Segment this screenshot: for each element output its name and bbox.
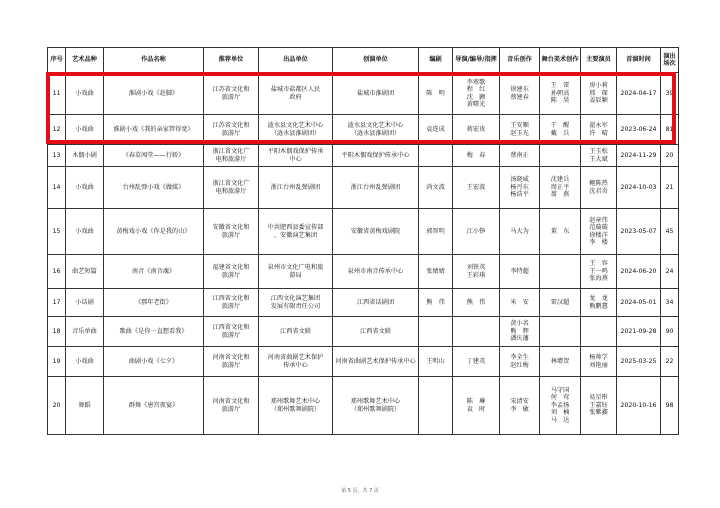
show-count-cell: 45 (661, 209, 679, 255)
column-header: 创演单位 (333, 48, 419, 73)
director-cell (453, 167, 500, 209)
producer-cell-line: 、安徽演艺集团 (273, 231, 318, 239)
stage-design-cell (540, 167, 581, 209)
writer-cell-line: 郭智明 (426, 227, 445, 235)
writer-cell (419, 347, 453, 377)
creator-cell-line: 涟水县文化艺术中心 (347, 122, 404, 130)
actors-cell (581, 377, 617, 435)
table-row (48, 209, 679, 255)
recommender-cell (204, 115, 259, 145)
actors-cell-line: 易星彤 (589, 394, 608, 402)
music-cell (500, 167, 540, 209)
director-cell-line: 黄曙光 (466, 100, 486, 108)
producer-cell-line: 河南省曲剧艺术保护 (267, 354, 324, 362)
director-cell-line: 刘铁英 (466, 264, 486, 272)
recommender-cell-line: 安徽省文化和 (212, 224, 250, 232)
creator-cell-line: 江西省话剧团 (356, 298, 395, 306)
recommender-cell (204, 209, 259, 255)
producer-cell-line: 游局 (289, 271, 302, 279)
music-cell (500, 317, 540, 347)
premiere-date-cell: 2024-05-01 (617, 289, 661, 317)
actors-cell (581, 209, 617, 255)
producer-cell (259, 73, 333, 115)
producer-cell (259, 347, 333, 377)
actors-cell-line: 王玉松 (589, 148, 608, 156)
actors-cell-line: 龙 龙 (589, 295, 608, 303)
row-number-cell: 14 (48, 167, 66, 209)
page-footer: 第 5 页，共 7 页 (341, 488, 379, 494)
premiere-date-cell: 2021-09-28 (617, 317, 661, 347)
creator-cell (333, 209, 419, 255)
recommender-cell-line: 旅游厅 (221, 361, 241, 369)
column-header: 出品单位 (259, 48, 333, 73)
actors-cell-line: 徐楼洋 (589, 231, 608, 239)
producer-cell-line: 江西省文联 (280, 327, 311, 335)
stage-design-cell (540, 145, 581, 167)
art-type-cell: 舞蹈 (66, 377, 104, 435)
producer-cell-line: 泉州市文化广电和旅 (267, 264, 324, 272)
table-row (48, 73, 679, 115)
stage-design-cell-line: 孙朝高 (550, 89, 570, 97)
stage-design-cell (540, 347, 581, 377)
table-row (48, 377, 679, 435)
actors-cell-line: 翟永军 (589, 122, 608, 130)
stage-design-cell-line: 马守国 (550, 386, 570, 394)
art-type-cell: 小话剧 (66, 289, 104, 317)
creator-cell-line: 盐城市淮剧团 (356, 89, 395, 97)
stage-design-cell-line: 林增贺 (550, 357, 570, 365)
row-number-cell: 12 (48, 115, 66, 145)
recommender-cell-line: 浙江省文化广 (212, 148, 250, 156)
actors-cell (581, 289, 617, 317)
actors-cell-line: 赵章伟 (589, 216, 608, 224)
creator-cell (333, 145, 419, 167)
show-count-cell: 81 (661, 115, 679, 145)
director-cell-line: 江小铮 (466, 227, 486, 235)
column-header: 编剧 (419, 48, 453, 73)
recommender-cell (204, 289, 259, 317)
director-cell-line: 袁 时 (466, 405, 486, 413)
actors-cell-line: 房小莉 (589, 82, 608, 90)
premiere-date-cell: 2024-06-20 (617, 255, 661, 289)
music-cell-line: 熊 辉 (510, 327, 529, 335)
premiere-date-cell: 2024-11-29 (617, 145, 661, 167)
producer-cell-line: 传承中心 (283, 361, 308, 369)
column-header: 导演/编导/指挥 (453, 48, 500, 73)
writer-cell (419, 167, 453, 209)
actors-cell-line: 熊鹏慧 (589, 302, 608, 310)
table-row (48, 167, 679, 209)
producer-cell (259, 377, 333, 435)
producer-cell-line: （郑州歌舞剧院） (270, 405, 321, 413)
work-title-cell: 台州乱弹小戏《做媒》 (104, 167, 204, 209)
stage-design-cell (540, 115, 581, 145)
recommender-cell (204, 347, 259, 377)
creator-cell (333, 317, 419, 347)
recommender-cell-line: 旅游厅 (221, 93, 241, 101)
producer-cell-line: 中共肥西县委宣传部 (267, 224, 324, 232)
work-title-cell: 南音《南音魂》 (104, 255, 204, 289)
recommender-cell (204, 255, 259, 289)
art-type-cell: 小戏曲 (66, 167, 104, 209)
director-cell (453, 377, 500, 435)
stage-design-cell (540, 73, 581, 115)
music-cell-line: 赵红梅 (510, 361, 529, 369)
premiere-date-cell: 2025-03-25 (617, 347, 661, 377)
stage-design-cell (540, 209, 581, 255)
actors-cell-line: 杨帅学 (589, 354, 608, 362)
director-cell-line: 程 红 (466, 86, 486, 94)
stage-design-cell-line: 干 醒 (550, 122, 570, 130)
actors-cell-line: 范璇璇 (589, 224, 608, 232)
show-count-cell: 90 (661, 317, 679, 347)
actors-cell-line: 王嘉钰 (589, 401, 608, 409)
music-cell-line: 蔡建春 (510, 93, 529, 101)
music-cell-line: 米 安 (510, 298, 529, 306)
column-header: 舞台美术创作 (540, 48, 581, 73)
recommender-cell-line: 江西省文化和 (212, 295, 250, 303)
actors-cell-line: 王大斌 (589, 155, 608, 163)
creator-cell (333, 73, 419, 115)
art-type-cell: 小戏曲 (66, 347, 104, 377)
table-row (48, 289, 679, 317)
row-number-cell: 16 (48, 255, 66, 289)
music-cell-line: 李 敏 (510, 405, 529, 413)
show-count-cell: 24 (661, 255, 679, 289)
writer-cell (419, 289, 453, 317)
recommender-cell (204, 317, 259, 347)
creator-cell-line: 安徽省黄梅戏剧院 (350, 227, 401, 235)
recommender-cell (204, 377, 259, 435)
music-cell-line: 潘庆藩 (510, 335, 529, 343)
writer-cell-line: 袁连成 (426, 125, 445, 133)
recommender-cell-line: 旅游厅 (221, 129, 241, 137)
stage-design-cell-line: 周正平 (550, 183, 570, 191)
actors-cell-line: 沈君奇 (589, 187, 608, 195)
director-cell (453, 145, 500, 167)
director-cell (453, 255, 500, 289)
music-cell-line: 杨丹东 (510, 183, 529, 191)
stage-design-cell-line: 董 东 (550, 227, 570, 235)
writer-cell (419, 255, 453, 289)
work-title-cell: 歌曲《是你一直想看我》 (104, 317, 204, 347)
show-count-cell: 39 (661, 73, 679, 115)
art-type-cell: 音乐单曲 (66, 317, 104, 347)
music-cell-line: 汤晓威 (510, 176, 529, 184)
work-title-cell: 黄梅戏小戏《你是我的山》 (104, 209, 204, 255)
show-count-cell: 20 (661, 145, 679, 167)
writer-cell (419, 115, 453, 145)
recommender-cell-line: 江苏省文化和 (212, 122, 250, 130)
row-number-cell: 20 (48, 377, 66, 435)
art-type-cell: 曲艺短篇 (66, 255, 104, 289)
work-title-cell: 曲剧小戏《七夕》 (104, 347, 204, 377)
producer-cell-line: 郑州歌舞艺术中心 (270, 398, 321, 406)
premiere-date-cell: 2023-05-07 (617, 209, 661, 255)
recommender-cell-line: 浙江省文化广 (212, 180, 250, 188)
actors-cell (581, 255, 617, 289)
work-title-cell: 淮剧小戏《赶脚》 (104, 73, 204, 115)
actors-cell (581, 73, 617, 115)
writer-cell (419, 73, 453, 115)
creator-cell (333, 347, 419, 377)
stage-design-cell (540, 289, 581, 317)
column-header: 演出场次 (661, 48, 679, 73)
music-cell (500, 289, 540, 317)
writer-cell (419, 377, 453, 435)
art-type-cell: 小戏曲 (66, 115, 104, 145)
stage-design-cell-line: 何 莺 (550, 394, 570, 402)
recommender-cell-line: 旅游厅 (221, 231, 241, 239)
work-title-cell: 《那年老街》 (104, 289, 204, 317)
recommender-cell-line: 旅游厅 (221, 331, 241, 339)
producer-cell (259, 115, 333, 145)
actors-cell (581, 317, 617, 347)
music-cell-line: 宋清安 (510, 398, 529, 406)
producer-cell-line: 发展有限责任公司 (270, 302, 321, 310)
stage-design-cell-line: 蔷 燕 (550, 191, 570, 199)
writer-cell-line: 陈 明 (426, 89, 445, 97)
creator-cell-line: （涟水县淮剧团） (350, 129, 401, 137)
table-row (48, 317, 679, 347)
stage-design-cell-line: 沈建兵 (550, 176, 570, 184)
creator-cell-line: 平阳木偶戏保护传承中心 (341, 151, 410, 159)
show-count-cell: 21 (661, 167, 679, 209)
music-cell (500, 145, 540, 167)
director-cell-line: 丁建英 (466, 357, 486, 365)
actors-cell-line: 王一鸣 (589, 267, 608, 275)
director-cell (453, 115, 500, 145)
work-title-cell: 淮剧小戏《我的亲家管得宽》 (104, 115, 204, 145)
stage-design-cell-line: 刘 楠 (550, 409, 570, 417)
writer-cell-line: 尚文波 (426, 183, 445, 191)
writer-cell (419, 209, 453, 255)
recommender-cell-line: 江苏省文化和 (212, 86, 250, 94)
stage-design-cell-line: 陈 昊 (550, 97, 570, 105)
row-number-cell: 13 (48, 145, 66, 167)
producer-cell-line: 江西文化演艺集团 (270, 295, 321, 303)
recommender-cell (204, 145, 259, 167)
stage-design-cell (540, 255, 581, 289)
actors-cell-line: 李 楼 (589, 238, 608, 246)
column-header: 首演时间 (617, 48, 661, 73)
creator-cell (333, 289, 419, 317)
director-cell (453, 73, 500, 115)
recommender-cell-line: 电和旅游厅 (215, 187, 247, 195)
producer-cell (259, 317, 333, 347)
recommender-cell-line: 旅游厅 (221, 302, 241, 310)
work-title-cell: 《春草闯堂——行轿》 (104, 145, 204, 167)
director-cell-line: 王宏波 (466, 183, 486, 191)
table-header-row (48, 48, 679, 73)
producer-cell-line: （涟水县淮剧团） (270, 129, 321, 137)
creator-cell (333, 377, 419, 435)
actors-cell-line: 王 容 (589, 260, 608, 268)
music-cell (500, 255, 540, 289)
music-cell-line: 王安顺 (510, 122, 529, 130)
recommender-cell-line: 福建省文化和 (212, 264, 250, 272)
stage-design-cell-line: 王 雷 (550, 82, 570, 90)
producer-cell-line: 中心 (289, 155, 302, 163)
director-cell-line: 梅 春 (466, 151, 486, 159)
producer-cell-line: 涟水县文化艺术中心 (267, 122, 324, 130)
column-header: 艺术品种 (66, 48, 104, 73)
actors-cell-line: 许 晴 (589, 129, 608, 137)
music-cell (500, 73, 540, 115)
director-cell (453, 317, 500, 347)
recommender-cell-line: 电和旅游厅 (215, 155, 247, 163)
writer-cell-line: 张婧婧 (426, 267, 445, 275)
music-cell (500, 209, 540, 255)
row-number-cell: 17 (48, 289, 66, 317)
writer-cell-line: 王明山 (426, 357, 445, 365)
column-header: 推荐单位 (204, 48, 259, 73)
music-cell-line: 蔡南正 (510, 151, 529, 159)
director-cell-line: 沈 颢 (466, 93, 486, 101)
stage-design-cell (540, 377, 581, 435)
music-cell-line: 徐建东 (510, 86, 529, 94)
premiere-date-cell: 2024-04-17 (617, 73, 661, 115)
actors-cell-line: 张紫鑫 (589, 409, 608, 417)
actors-cell (581, 115, 617, 145)
director-cell (453, 289, 500, 317)
director-cell-line: 陈 琳 (466, 398, 486, 406)
art-type-cell: 小戏曲 (66, 209, 104, 255)
creator-cell-line: 郑州歌舞艺术中心 (350, 398, 401, 406)
producer-cell (259, 145, 333, 167)
premiere-date-cell: 2020-10-16 (617, 377, 661, 435)
stage-design-cell-line: 李孟扬 (550, 401, 570, 409)
recommender-cell-line: 河南省文化和 (212, 354, 250, 362)
actors-cell-line: 张海燕 (589, 275, 608, 283)
actors-cell (581, 347, 617, 377)
table-row (48, 347, 679, 377)
table-row (48, 145, 679, 167)
stage-design-cell-line: 雷汉超 (550, 298, 570, 306)
art-type-cell: 小戏曲 (66, 73, 104, 115)
writer-cell (419, 317, 453, 347)
producer-cell-line: 政府 (289, 93, 302, 101)
stage-design-cell-line: 戴 兵 (550, 129, 570, 137)
producer-cell (259, 289, 333, 317)
creator-cell-line: 泉州市南音传承中心 (347, 267, 404, 275)
table-body (48, 73, 679, 435)
stage-design-cell-line: 马 达 (550, 416, 570, 424)
creator-cell-line: （郑州歌舞剧院） (350, 405, 401, 413)
music-cell-line: 李全生 (510, 354, 529, 362)
music-cell (500, 115, 540, 145)
actors-cell-line: 邢 琛 (589, 89, 608, 97)
actors-cell-line: 鲍陈热 (589, 180, 608, 188)
director-cell-line: 蒋宏贵 (466, 125, 486, 133)
writer-cell-line: 熊 伟 (426, 298, 445, 306)
actors-cell-line: 姜辰颖 (589, 97, 608, 105)
row-number-cell: 19 (48, 347, 66, 377)
producer-cell-line: 浙江台州乱弹剧团 (270, 183, 321, 191)
recommender-cell-line: 旅游厅 (221, 405, 241, 413)
actors-cell (581, 167, 617, 209)
creator-cell (333, 115, 419, 145)
director-cell-line: 王彩琪 (466, 271, 486, 279)
creator-cell-line: 江西省文联 (360, 327, 391, 335)
column-header: 作品名称 (104, 48, 204, 73)
director-cell-line: 熊 伟 (466, 298, 486, 306)
music-cell (500, 347, 540, 377)
producer-cell-line: 平阳木偶戏保护传承 (267, 148, 324, 156)
table-row (48, 255, 679, 289)
music-cell-line: 黄小名 (510, 320, 529, 328)
creator-cell-line: 浙江台州乱弹剧团 (350, 183, 401, 191)
column-header: 序号 (48, 48, 66, 73)
column-header: 音乐创作 (500, 48, 540, 73)
show-count-cell: 98 (661, 377, 679, 435)
music-cell-line: 赵玉光 (510, 129, 529, 137)
music-cell-line: 李特超 (510, 267, 529, 275)
row-number-cell: 15 (48, 209, 66, 255)
show-count-cell: 34 (661, 289, 679, 317)
creator-cell (333, 255, 419, 289)
writer-cell (419, 145, 453, 167)
music-cell-line: 杨浩平 (510, 191, 529, 199)
creator-cell-line: 河南省曲剧艺术保护传承中心 (335, 357, 416, 365)
premiere-date-cell: 2024-10-03 (617, 167, 661, 209)
row-number-cell: 11 (48, 73, 66, 115)
director-cell (453, 209, 500, 255)
art-type-cell: 木偶小剧 (66, 145, 104, 167)
music-cell-line: 马大为 (510, 227, 529, 235)
recommender-cell (204, 73, 259, 115)
recommender-cell-line: 旅游厅 (221, 271, 241, 279)
producer-cell (259, 255, 333, 289)
show-count-cell: 22 (661, 347, 679, 377)
recommender-cell-line: 江西省文化和 (212, 324, 250, 332)
table-row (48, 115, 679, 145)
producer-cell (259, 209, 333, 255)
producer-cell-line: 盐城市盐都区人民 (270, 86, 321, 94)
premiere-date-cell: 2023-06-24 (617, 115, 661, 145)
producer-cell (259, 167, 333, 209)
music-cell (500, 377, 540, 435)
actors-cell (581, 145, 617, 167)
awards-table (47, 47, 679, 435)
creator-cell (333, 167, 419, 209)
actors-cell-line: 刘艳丽 (589, 361, 608, 369)
row-number-cell: 18 (48, 317, 66, 347)
stage-design-cell (540, 317, 581, 347)
work-title-cell: 群舞《唐宫夜宴》 (104, 377, 204, 435)
director-cell (453, 347, 500, 377)
director-cell-line: 李鸾歌 (466, 78, 486, 86)
recommender-cell (204, 167, 259, 209)
recommender-cell-line: 河南省文化和 (212, 398, 250, 406)
column-header: 主要演员 (581, 48, 617, 73)
